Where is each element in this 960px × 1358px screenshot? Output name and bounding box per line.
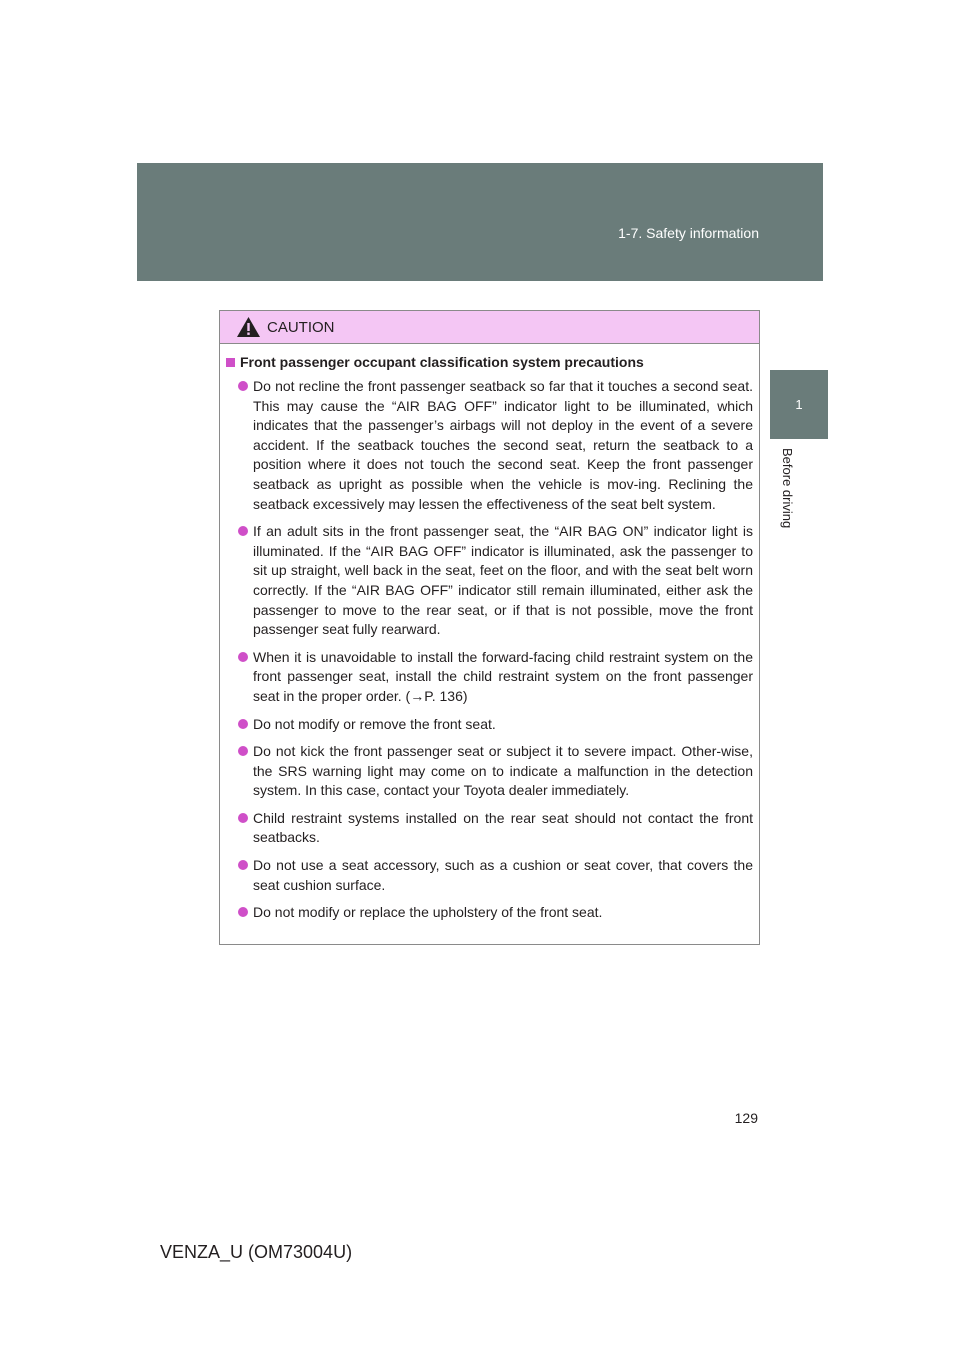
list-item bbox=[226, 377, 753, 514]
list-item-text: Do not modify or replace the upholstery of the front seat. bbox=[253, 904, 603, 921]
list-item bbox=[226, 903, 753, 923]
list-item bbox=[226, 809, 753, 848]
list-item-text: Do not use a seat accessory, such as a cushion or seat cover, that covers the seat cushion surface. bbox=[253, 857, 753, 893]
bullet-icon bbox=[238, 526, 248, 536]
list-item bbox=[226, 715, 753, 735]
list-item-text: If an adult sits in the front passenger seat, the “AIR BAG ON” indicator light is illuminated. If the “AIR BAG OFF” indicator is illuminated, ask the passenger to sit up straight, well back in the seat, feet on the floor, and with the seat belt worn correctly. If the “AIR BAG OFF” indicator still remain illuminated, either ask the passenger to move to the rear seat, or if that is not possible, move the front passenger seat fully rearward. bbox=[253, 523, 753, 638]
bullet-icon bbox=[238, 652, 248, 662]
bullet-icon bbox=[238, 860, 248, 870]
list-item-text: When it is unavoidable to install the forward-facing child restraint system on the front passenger seat, install the child restraint system on the front passenger seat in the proper order. (→P. 136) bbox=[253, 648, 753, 704]
chapter-number: 1 bbox=[795, 397, 803, 412]
subsection-heading bbox=[226, 354, 753, 370]
list-item bbox=[226, 742, 753, 801]
caution-title: CAUTION bbox=[267, 318, 335, 336]
caution-body bbox=[220, 344, 759, 923]
chapter-label: Before driving bbox=[780, 448, 795, 529]
document-code: VENZA_U (OM73004U) bbox=[160, 1242, 353, 1262]
bullet-icon bbox=[238, 746, 248, 756]
bullet-icon bbox=[238, 813, 248, 823]
subsection-title: Front passenger occupant classification system precautions bbox=[240, 354, 644, 370]
list-item-text: Child restraint systems installed on the rear seat should not contact the front seatbacks. bbox=[253, 809, 753, 846]
list-item bbox=[226, 648, 753, 707]
section-title: 1-7. Safety information bbox=[618, 225, 759, 241]
bullet-icon bbox=[238, 907, 248, 917]
square-bullet-icon bbox=[226, 358, 235, 367]
list-item bbox=[226, 856, 753, 895]
list-item-text: Do not recline the front passenger seatback so far that it touches a second seat. This may cause the “AIR BAG OFF” indicator light to be illuminated, which indicates that the passenger’s airbags will not deploy in the event of a severe accident. If the seatback touches the second seat, return the seatback to a position where it does not touch the second seat. Keep the front passenger seatback as upright as possible when the vehicle is mov-ing. Reclining the seatback excessively may lessen the effectiveness of the seat belt system. bbox=[253, 378, 753, 512]
bullet-icon bbox=[238, 719, 248, 729]
list-item-text: Do not modify or remove the front seat. bbox=[253, 715, 496, 732]
header-band bbox=[137, 163, 823, 281]
caution-box bbox=[219, 310, 760, 945]
list-item-text: Do not kick the front passenger seat or subject it to severe impact. Other-wise, the SRS warning light may come on to indicate a malfunction in the detection system. In this case, contact your Toyota dealer immediately. bbox=[253, 743, 753, 799]
chapter-tab bbox=[770, 370, 828, 439]
warning-triangle-icon bbox=[236, 316, 261, 338]
caution-header bbox=[220, 311, 759, 344]
page-number: 129 bbox=[734, 1110, 758, 1126]
bullet-icon bbox=[238, 381, 248, 391]
list-item bbox=[226, 522, 753, 640]
